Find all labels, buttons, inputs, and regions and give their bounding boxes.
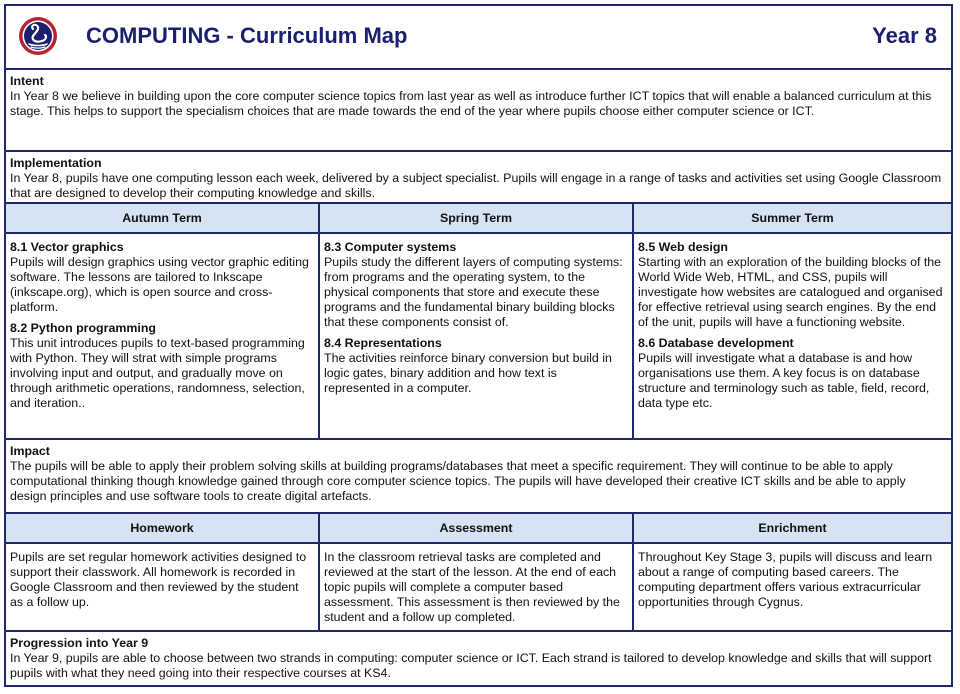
implementation-text: In Year 8, pupils have one computing lesson each week, delivered by a subject specialist. Pupils will engage in a range of tasks and activities set using Google Classroom that are designed to develop their computing knowledge and skills. <box>10 171 942 200</box>
assessment-header: Assessment <box>320 514 634 542</box>
implementation-heading: Implementation <box>10 156 102 170</box>
impact-text: The pupils will be able to apply their problem solving skills at building programs/databases that meet a specific requirement. They will continue to be able to apply computational thinking though knowledge gained through core computer science topics. The pupils will have developed their creative ICT skills and be able to apply design principles and use software tools to create digital artefacts. <box>10 459 906 503</box>
unit-8-2 <box>10 321 310 411</box>
unit-text: The activities reinforce binary conversion but build in logic gates, binary addition and how text is represented in a computer. <box>324 351 612 395</box>
enrichment-block <box>638 550 943 610</box>
unit-8-6 <box>638 336 943 411</box>
unit-title: 8.6 Database development <box>638 336 794 350</box>
summer-term-header: Summer Term <box>751 211 834 225</box>
impact-section <box>6 440 951 514</box>
swan-crest-icon <box>18 16 58 56</box>
progression-text: In Year 9, pupils are able to choose between two strands in computing: computer science or ICT. Each strand is tailored to develop knowledge and skills that will support pupils with what they need going into their respective courses at KS4. <box>10 651 932 680</box>
page-title: COMPUTING - Curriculum Map <box>86 23 408 48</box>
homework-cell <box>6 544 320 630</box>
enrichment-text: Throughout Key Stage 3, pupils will discuss and learn about a range of computing based careers. The computing department offers various extracurricular opportunities through Cygnus. <box>638 550 933 609</box>
unit-title: 8.3 Computer systems <box>324 240 457 254</box>
page-header <box>6 6 951 70</box>
unit-title: 8.4 Representations <box>324 336 442 350</box>
homework-text: Pupils are set regular homework activities designed to support their classwork. All homework is recorded in Google Classroom and then reviewed by the student as a follow up. <box>10 550 307 609</box>
enrichment-header: Enrichment <box>758 521 827 535</box>
unit-title: 8.5 Web design <box>638 240 728 254</box>
autumn-term-header: Autumn Term <box>6 204 320 232</box>
intent-heading: Intent <box>10 74 44 88</box>
enrichment-cell <box>634 544 951 630</box>
unit-title: 8.2 Python programming <box>10 321 156 335</box>
year-label: Year 8 <box>872 23 937 48</box>
unit-text: Starting with an exploration of the building blocks of the World Wide Web, HTML, and CSS, pupils will investigate how websites are catalogued and organised for effective retrieval using search engines. By the end of the unit, pupils will have a functioning website. <box>638 255 943 329</box>
unit-text: Pupils will investigate what a database is and how organisations use them. A key focus is on database structure and terminology such as table, field, record, data type etc. <box>638 351 930 410</box>
unit-8-3 <box>324 240 624 330</box>
summer-term-cell <box>634 234 951 438</box>
assessment-text: In the classroom retrieval tasks are completed and reviewed at the start of the lesson. At the end of each topic pupils will complete a computer based assessment. This assessment is then reviewed by the student and a follow up completed. <box>324 550 620 624</box>
curriculum-map-page <box>4 4 953 687</box>
unit-8-1 <box>10 240 310 315</box>
unit-text: Pupils study the different layers of computing systems: from programs and the operating system, to the physical components that store and execute these programs and the fundamental binary building blocks that these components consist of. <box>324 255 623 329</box>
unit-8-4 <box>324 336 624 396</box>
implementation-section <box>6 152 951 204</box>
progression-heading: Progression into Year 9 <box>10 636 149 650</box>
terms-content-row <box>6 234 951 440</box>
terms-header-row <box>6 204 951 234</box>
impact-heading: Impact <box>10 444 50 458</box>
homework-header: Homework <box>6 514 320 542</box>
unit-text: Pupils will design graphics using vector graphic editing software. The lessons are tailored to Inkscape (inkscape.org), which is open source and cross-platform. <box>10 255 309 314</box>
progression-section <box>6 632 951 685</box>
intent-section <box>6 70 951 152</box>
extras-header-row <box>6 514 951 544</box>
autumn-term-cell <box>6 234 320 438</box>
assessment-block <box>324 550 624 625</box>
spring-term-cell <box>320 234 634 438</box>
homework-block <box>10 550 310 610</box>
extras-content-row <box>6 544 951 632</box>
unit-title: 8.1 Vector graphics <box>10 240 124 254</box>
spring-term-header: Spring Term <box>320 204 634 232</box>
assessment-cell <box>320 544 634 630</box>
unit-text: This unit introduces pupils to text-based programming with Python. They will strat with simple programs involving input and output, and gradually move on through arithmetic operations, randomness, selection, and iteration.. <box>10 336 305 410</box>
unit-8-5 <box>638 240 943 330</box>
intent-text: In Year 8 we believe in building upon the core computer science topics from last year as well as introduce further ICT topics that will enable a balanced curriculum at this stage. This helps to support the specialism choices that are made towards the end of the year where pupils choose either computer science or ICT. <box>10 89 932 118</box>
